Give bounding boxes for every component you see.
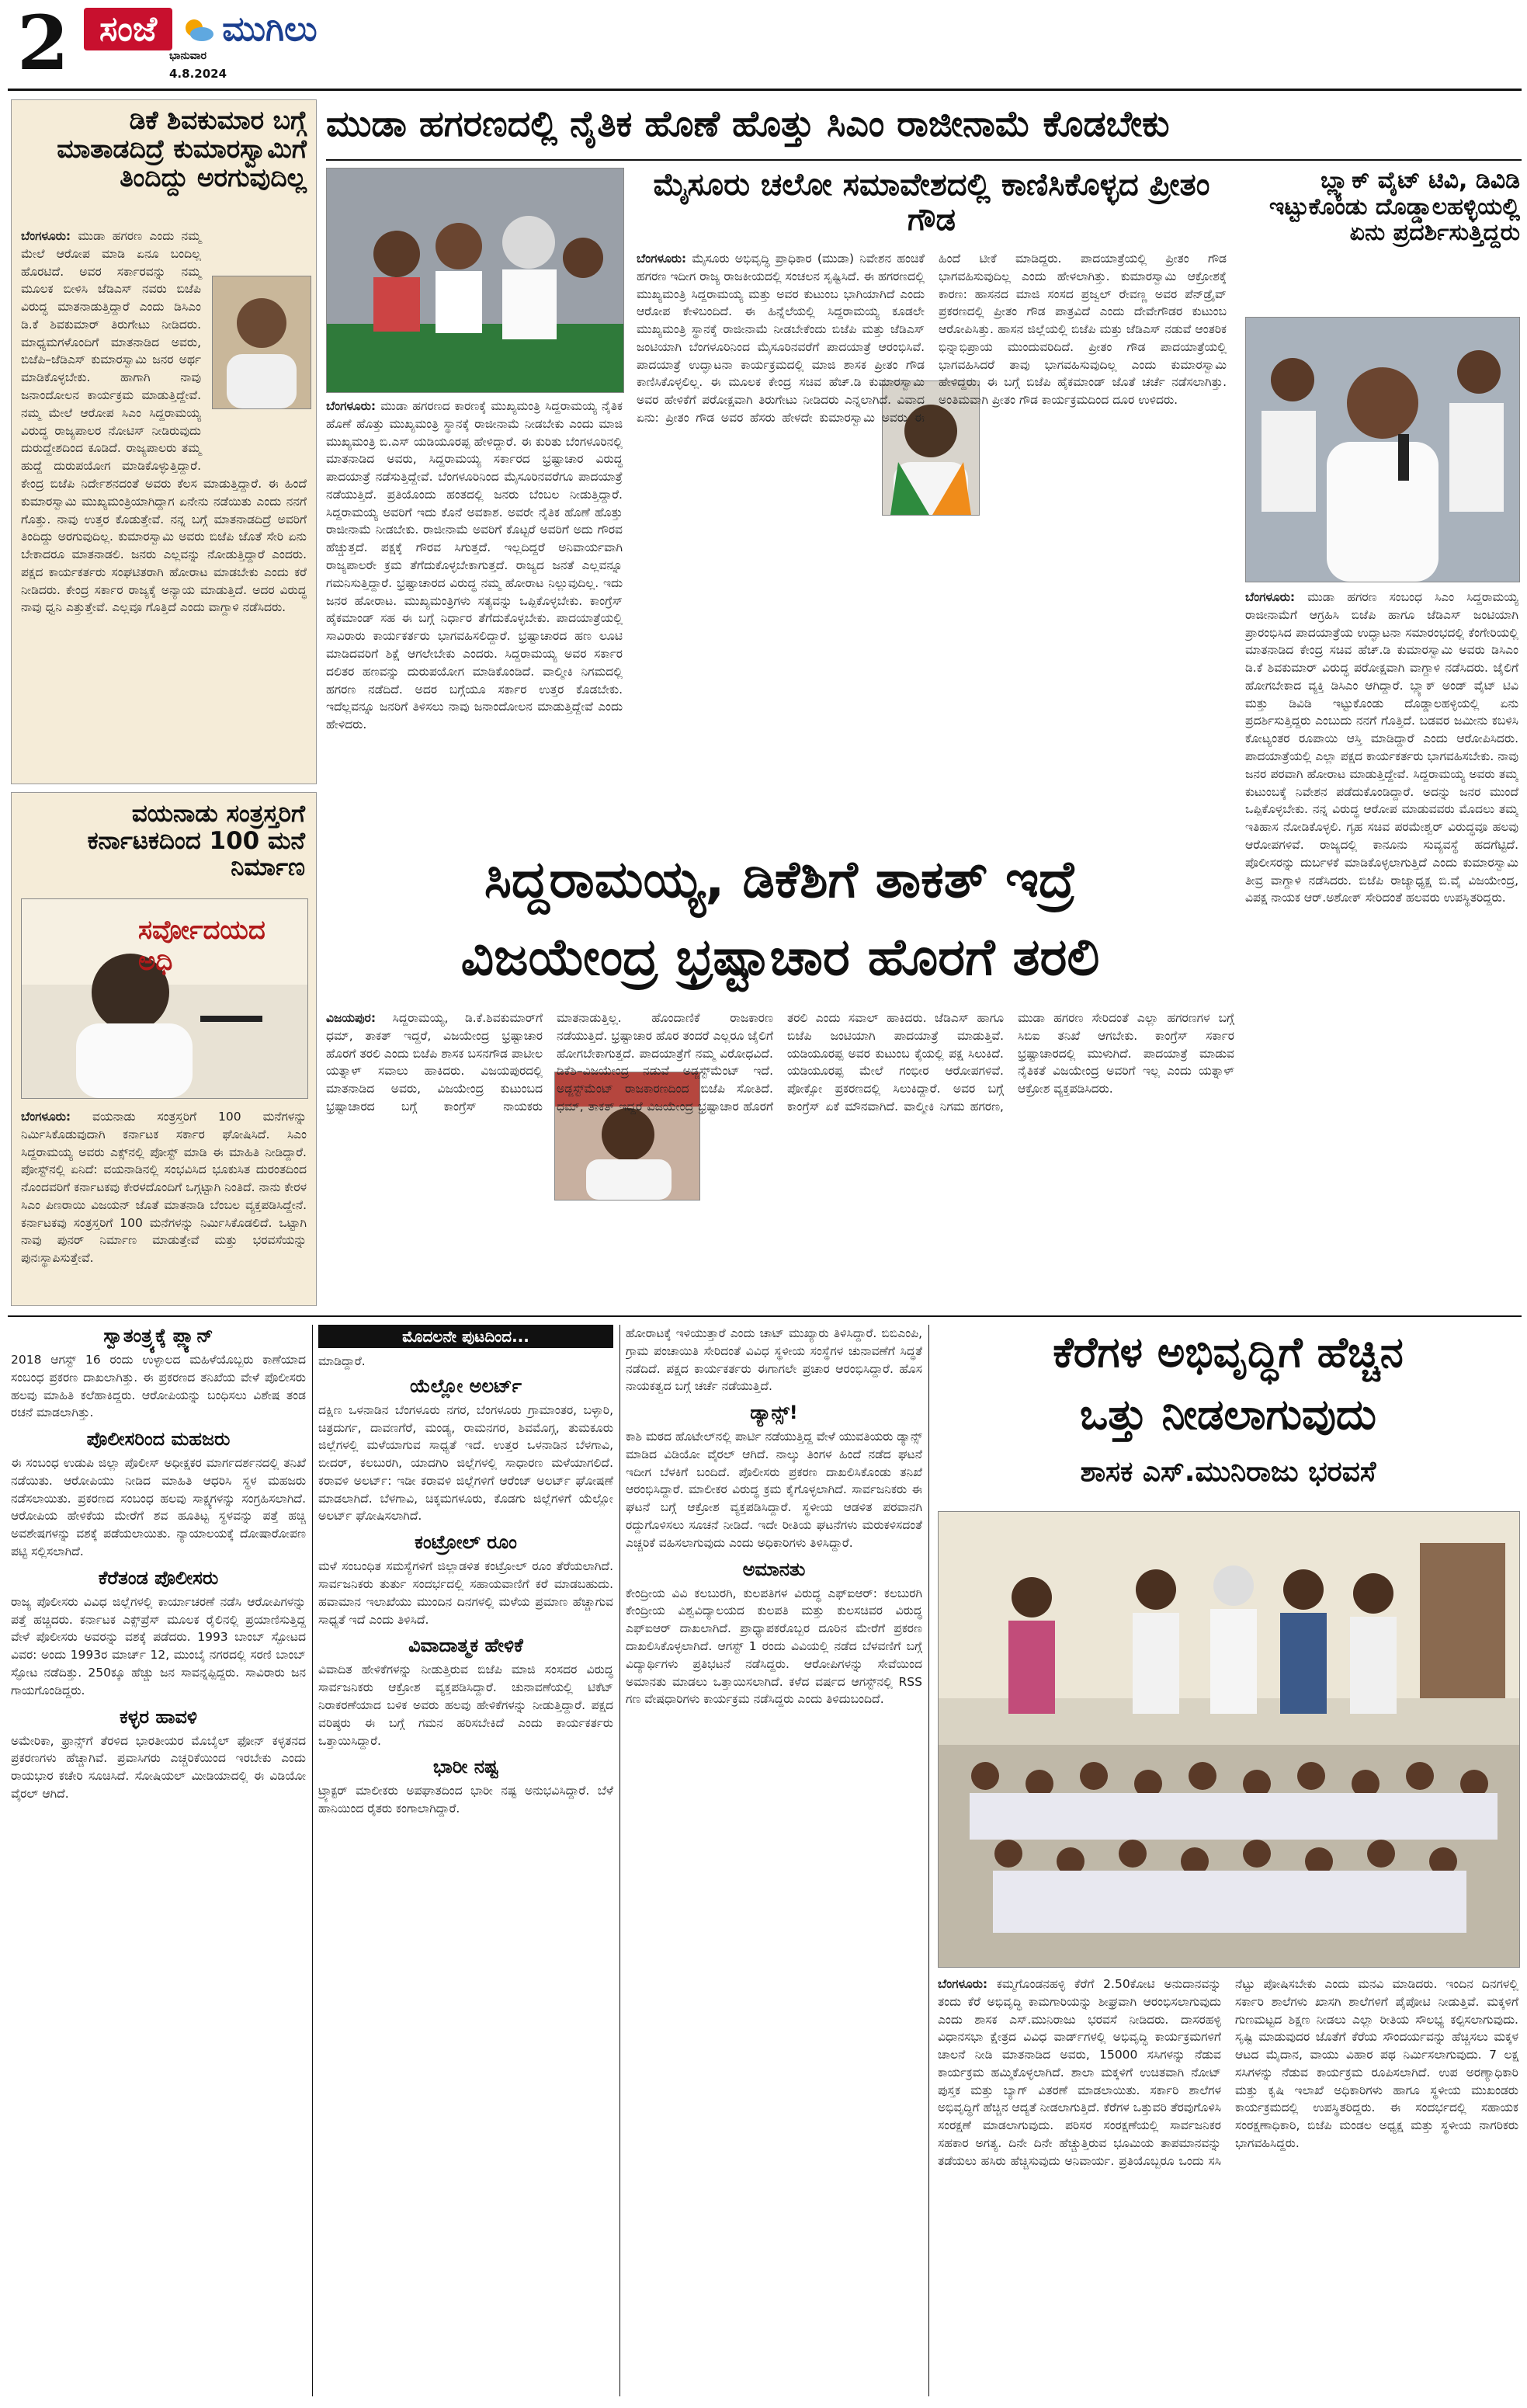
story-lakes-dateline: ಬೆಂಗಳೂರು: (938, 1977, 988, 1991)
story-lakes-headline-line2: ಒತ್ತು ನೀಡಲಾಗುವುದು (1080, 1390, 1376, 1439)
story-swatantra (11, 1325, 306, 2403)
story-lakes-subheadline: ಶಾಸಕ ಎಸ್.ಮುನಿರಾಜು ಭರವಸೆ (1080, 1456, 1376, 1488)
paper-name-part2: ಮುಗಿಲು (222, 9, 318, 49)
lead-headline: ಮುಡಾ ಹಗರಣದಲ್ಲಿ ನೈತಿಕ ಹೊಣೆ ಹೊತ್ತು ಸಿಎಂ ರಾಜೀನಾಮೆ ಕೊಡಬೇಕು (326, 103, 1170, 144)
story-middle-intro: ಮಾಡಿದ್ದಾರೆ. (318, 1354, 366, 1368)
story-swatantra-headline: ಸ್ವಾತಂತ್ರ್ಯಕ್ಕೆ ಪ್ಲ್ಯಾನ್ (103, 1325, 213, 1346)
story-swatantra-body: 2018 ಆಗಸ್ಟ್ 16 ರಂದು ಉಳ್ಳಾಲದ ಮಹಿಳೆಯೊಬ್ಬರು ಕಾಣೆಯಾದ ಸಂಬಂಧ ಪ್ರಕರಣ ದಾಖಲಾಗಿತ್ತು. ಈ ಪ್ರಕರಣದ ತನಿಖೆಯ ವೇಳೆ ಪೊಲೀಸರು ಹಲವು ಮಾಹಿತಿ ಕಲೆಹಾಕಿದ್ದರು. ಆರೋಪಿಯನ್ನು ಬಂಧಿಸಲು ವಿಶೇಷ ತಂಡ ರಚನೆ ಮಾಡಲಾಗಿತ್ತು. (11, 1353, 306, 1420)
story-wayanad-photo (21, 898, 308, 1099)
story-swatantra-sub1: ಪೊಲೀಸರಿಂದ ಮಹಜರು (86, 1428, 231, 1451)
story-dance-intro: ಹೋರಾಟಕ್ಕೆ ಇಳಿಯುತ್ತಾರೆ ಎಂದು ಚಾಟ್ ಮುಖ್ಯಾರು ತಿಳಿಸಿದ್ದಾರೆ. ಬಿಬಿಎಂಪಿ, ಗ್ರಾಮ ಪಂಚಾಯಿತಿ ಸೇರಿದಂತೆ ವಿವಿಧ ಸ್ಥಳೀಯ ಸಂಸ್ಥೆಗಳ ಚುನಾವಣೆಗೆ ಸಿದ್ಧತೆ ನಡೆದಿದೆ. ಪಕ್ಷದ ಕಾರ್ಯಕರ್ತರು ಈಗಾಗಲೇ ಪ್ರಚಾರ ಆರಂಭಿಸಿದ್ದಾರೆ. ಹೊಸ ನಾಯಕತ್ವದ ಬಗ್ಗೆ ಚರ್ಚೆ ನಡೆಯುತ್ತಿದೆ. (626, 1326, 922, 1394)
story-lakes-text: ಕಮ್ಮಗೊಂಡನಹಳ್ಳಿ ಕೆರೆಗೆ 2.50ಕೋಟಿ ಅನುದಾನವನ್ನು ತಂದು ಕೆರೆ ಅಭಿವೃದ್ಧಿ ಕಾಮಗಾರಿಯನ್ನು ಶೀಘ್ರವಾಗಿ ಆರಂಭಿಸಲಾಗುವುದು ಎಂದು ಶಾಸಕ ಎಸ್.ಮುನಿರಾಜು ಭರವಸೆ ನೀಡಿದರು. ದಾಸರಹಳ್ಳಿ ವಿಧಾನಸಭಾ ಕ್ಷೇತ್ರದ ವಿವಿಧ ವಾರ್ಡ್‌ಗಳಲ್ಲಿ ಅಭಿವೃದ್ಧಿ ಕಾರ್ಯಕ್ರಮಗಳಿಗೆ ಚಾಲನೆ ನೀಡಿ ಮಾತನಾಡಿದ ಅವರು, 15000 ಸಸಿಗಳನ್ನು ನೆಡುವ ಕಾರ್ಯಕ್ರಮ ಹಮ್ಮಿಕೊಳ್ಳಲಾಗಿದೆ. ಶಾಲಾ ಮಕ್ಕಳಿಗೆ ಉಚಿತವಾಗಿ ನೋಟ್ ಪುಸ್ತಕ ಮತ್ತು ಬ್ಯಾಗ್ ವಿತರಣೆ ಮಾಡಲಾಯಿತು. ಸರ್ಕಾರಿ ಶಾಲೆಗಳ ಅಭಿವೃದ್ಧಿಗೆ ಹೆಚ್ಚಿನ ಆದ್ಯತೆ ನೀಡಲಾಗುತ್ತಿದೆ. ಕೆರೆಗಳ ಒತ್ತುವರಿ ತೆರವುಗೊಳಿಸಿ ಸಂರಕ್ಷಣೆ ಮಾಡಲಾಗುವುದು. ಪರಿಸರ ಸಂರಕ್ಷಣೆಯಲ್ಲಿ ಸಾರ್ವಜನಿಕರ ಸಹಕಾರ ಅಗತ್ಯ. ದಿನೇ ದಿನೇ ಹೆಚ್ಚುತ್ತಿರುವ ಭೂಮಿಯ ತಾಪಮಾನವನ್ನು ತಡೆಯಲು ಹಸಿರು ಹೆಚ್ಚಿಸುವುದು ಅನಿವಾರ್ಯ. ಪ್ರತಿಯೊಬ್ಬರೂ ಒಂದು ಸಸಿ ನೆಟ್ಟು ಪೋಷಿಸಬೇಕು ಎಂದು ಮನವಿ ಮಾಡಿದರು. ಇಂದಿನ ದಿನಗಳಲ್ಲಿ ಸರ್ಕಾರಿ ಶಾಲೆಗಳು ಖಾಸಗಿ ಶಾಲೆಗಳಿಗೆ ಪೈಪೋಟಿ ನೀಡುತ್ತಿವೆ. ಮಕ್ಕಳಿಗೆ ಗುಣಮಟ್ಟದ ಶಿಕ್ಷಣ ನೀಡಲು ಎಲ್ಲಾ ರೀತಿಯ ಸೌಲಭ್ಯ ಕಲ್ಪಿಸಲಾಗುವುದು. ಸೃಷ್ಟಿ ಮಾಡುವುದರ ಜೊತೆಗೆ ಕೆರೆಯ ಸೌಂದರ್ಯವನ್ನು ಹೆಚ್ಚಿಸಲು ಮಕ್ಕಳ ಆಟದ ಮೈದಾನ, ವಾಯು ವಿಹಾರ ಪಥ ನಿರ್ಮಿಸಲಾಗುವುದು. 7 ಲಕ್ಷ ಸಸಿಗಳನ್ನು ನೆಡುವ ಕಾರ್ಯಕ್ರಮ ರೂಪಿಸಲಾಗಿದೆ. ಉಪ ಅರಣ್ಯಾಧಿಕಾರಿ ಮತ್ತು ಕೃಷಿ ಇಲಾಖೆ ಅಧಿಕಾರಿಗಳು ಹಾಗೂ ಸ್ಥಳೀಯ ಮುಖಂಡರು ಕಾರ್ಯಕ್ರಮದಲ್ಲಿ ಉಪಸ್ಥಿತರಿದ್ದರು. ಈ ಸಂದರ್ಭದಲ್ಲಿ ಸಹಾಯಕ ಸಂರಕ್ಷಣಾಧಿಕಾರಿ, ಬಿಜೆಪಿ ಮಂಡಲ ಅಧ್ಯಕ್ಷ ಮತ್ತು ಸ್ಥಳೀಯ ನಾಗರಿಕರು ಭಾಗವಹಿಸಿದ್ದರು. (938, 1977, 1518, 2168)
story-vijayendra-text: ಸಿದ್ದರಾಮಯ್ಯ, ಡಿ.ಕೆ.ಶಿವಕುಮಾರ್‌ಗೆ ಧಮ್, ತಾಕತ್ ಇದ್ದರೆ, ವಿಜಯೇಂದ್ರ ಭ್ರಷ್ಟಾಚಾರ ಹೊರಗೆ ತರಲಿ ಎಂದು ಬಿಜೆಪಿ ಶಾಸಕ ಬಸನಗೌಡ ಪಾಟೀಲ ಯತ್ನಾಳ್ ಸವಾಲು ಹಾಕಿದರು. ವಿಜಯಪುರದಲ್ಲಿ ಮಾತನಾಡಿದ ಅವರು, ವಿಜಯೇಂದ್ರ ಕುಟುಂಬದ ಭ್ರಷ್ಟಾಚಾರದ ಬಗ್ಗೆ ಕಾಂಗ್ರೆಸ್ ನಾಯಕರು ಮಾತನಾಡುತ್ತಿಲ್ಲ. ಹೊಂದಾಣಿಕೆ ರಾಜಕಾರಣ ನಡೆಯುತ್ತಿದೆ. ಭ್ರಷ್ಟಾಚಾರ ಹೊರ ತಂದರೆ ಎಲ್ಲರೂ ಜೈಲಿಗೆ ಹೋಗಬೇಕಾಗುತ್ತದೆ. ಪಾದಯಾತ್ರೆಗೆ ನಮ್ಮ ವಿರೋಧವಿದೆ. ಡಿಕೆಶಿ–ವಿಜಯೇಂದ್ರ ನಡುವೆ ಅಡ್ಜಸ್ಟ್‌ಮೆಂಟ್ ಇದೆ. ಅಡ್ಜಸ್ಟ್‌ಮೆಂಟ್ ರಾಜಕಾರಣದಿಂದ ಬಿಜೆಪಿ ಸೋತಿದೆ. ಧಮ್, ತಾಕತ್ ಇದ್ದರೆ ವಿಜಯೇಂದ್ರ ಭ್ರಷ್ಟಾಚಾರ ಹೊರಗೆ ತರಲಿ ಎಂದು ಸವಾಲ್ ಹಾಕಿದರು. ಜೆಡಿಎಸ್ ಹಾಗೂ ಬಿಜೆಪಿ ಜಂಟಿಯಾಗಿ ಪಾದಯಾತ್ರೆ ಮಾಡುತ್ತಿವೆ. ಯಡಿಯೂರಪ್ಪ ಅವರ ಕುಟುಂಬ ಕೈಯಲ್ಲಿ ಪಕ್ಷ ಸಿಲುಕಿದೆ. ಯಡಿಯೂರಪ್ಪ ಮೇಲೆ ಗಂಭೀರ ಆರೋಪಗಳಿವೆ. ಪೋಕ್ಸೋ ಪ್ರಕರಣದಲ್ಲಿ ಸಿಲುಕಿದ್ದಾರೆ. ಅವರ ಬಗ್ಗೆ ಕಾಂಗ್ರೆಸ್ ಏಕೆ ಮೌನವಾಗಿದೆ. ವಾಲ್ಮೀಕಿ ನಿಗಮ ಹಗರಣ, ಮುಡಾ ಹಗರಣ ಸೇರಿದಂತೆ ಎಲ್ಲಾ ಹಗರಣಗಳ ಬಗ್ಗೆ ಸಿಬಿಐ ತನಿಖೆ ಆಗಬೇಕು. ಕಾಂಗ್ರೆಸ್ ಸರ್ಕಾರ ಭ್ರಷ್ಟಾಚಾರದಲ್ಲಿ ಮುಳುಗಿದೆ. ಪಾದಯಾತ್ರೆ ಮಾಡುವ ನೈತಿಕತೆ ವಿಜಯೇಂದ್ರ ಅವರಿಗೆ ಇಲ್ಲ ಎಂದು ಯತ್ನಾಳ್ ಆಕ್ರೋಶ ವ್ಯಕ್ತಪಡಿಸಿದರು. (326, 1011, 1234, 1114)
story-wayanad-headline: ವಯನಾಡು ಸಂತ್ರಸ್ತರಿಗೆ ಕರ್ನಾಟಕದಿಂದ 100 ಮನೆ ನಿರ್ಮಾಣ (87, 800, 305, 882)
lead-headline-rule (326, 159, 1522, 161)
masthead (0, 0, 1527, 93)
story-middle-sub4-body: ಟ್ರ್ಯಾಕ್ಟರ್ ಮಾಲೀಕರು ಅಪಘಾತದಿಂದ ಭಾರೀ ನಷ್ಟ ಅನುಭವಿಸಿದ್ದಾರೆ. ಬೆಳೆ ಹಾನಿಯಿಂದ ರೈತರು ಕಂಗಾಲಾಗಿದ್ದಾರೆ. (318, 1784, 613, 1816)
story-dks-headline: ಡಿಕೆ ಶಿವಕುಮಾರ ಬಗ್ಗೆ ಮಾತಾಡದಿದ್ರೆ ಕುಮಾರಸ್ವಾಮಿಗೆ ತಿಂದಿದ್ದು ಅರಗುವುದಿಲ್ಲ (57, 105, 307, 193)
story-swatantra-sub3-body: ಅಮೇರಿಕಾ, ಫ್ರಾನ್ಸ್‌ಗೆ ತೆರಳಿದ ಭಾರತೀಯರ ಮೊಬೈಲ್ ಫೋನ್ ಕಳ್ಳತನದ ಪ್ರಕರಣಗಳು ಹೆಚ್ಚಾಗಿವೆ. ಪ್ರವಾಸಿಗರು ಎಚ್ಚರಿಕೆಯಿಂದ ಇರಬೇಕು ಎಂದು ರಾಯಭಾರ ಕಚೇರಿ ಸೂಚಿಸಿದೆ. ಸೋಷಿಯಲ್ ಮೀಡಿಯಾದಲ್ಲಿ ಈ ವಿಡಿಯೋ ವೈರಲ್ ಆಗಿದೆ. (11, 1733, 306, 1801)
story-vijayendra-headline-line2: ವಿಜಯೇಂದ್ರ ಭ್ರಷ್ಟಾಚಾರ ಹೊರಗೆ ತರಲಿ (460, 927, 1100, 987)
masthead-day: ಭಾನುವಾರ (169, 50, 207, 62)
sun-cloud-icon (180, 16, 214, 43)
story-hdk-text: ಮುಡಾ ಹಗರಣ ಸಂಬಂಧ ಸಿಎಂ ಸಿದ್ದರಾಮಯ್ಯ ರಾಜೀನಾಮೆಗೆ ಆಗ್ರಹಿಸಿ ಬಿಜೆಪಿ ಹಾಗೂ ಜೆಡಿಎಸ್ ಜಂಟಿಯಾಗಿ ಪ್ರಾರಂಭಿಸಿದ ಪಾದಯಾತ್ರೆಯ ಉದ್ಘಾಟನಾ ಸಮಾರಂಭದಲ್ಲಿ ಕೆಂಗೇರಿಯಲ್ಲಿ ಮಾತನಾಡಿದ ಕೇಂದ್ರ ಸಚಿವ ಹೆಚ್.ಡಿ ಕುಮಾರಸ್ವಾಮಿ ಅವರು ಡಿಸಿಎಂ ಡಿ.ಕೆ ಶಿವಕುಮಾರ್ ವಿರುದ್ಧ ಪರೋಕ್ಷವಾಗಿ ವಾಗ್ದಾಳಿ ನಡೆಸಿದರು. ಜೈಲಿಗೆ ಹೋಗಬೇಕಾದ ವ್ಯಕ್ತಿ ಡಿಸಿಎಂ ಆಗಿದ್ದಾರೆ. ಬ್ಲ್ಯಾಕ್ ಅಂಡ್ ವೈಟ್ ಟಿವಿ ಮತ್ತು ಡಿವಿಡಿ ಇಟ್ಟುಕೊಂಡು ದೊಡ್ಡಾಲಹಳ್ಳಿಯಲ್ಲಿ ಏನು ಪ್ರದರ್ಶಿಸುತ್ತಿದ್ದರು ಎಂಬುದು ನನಗೆ ಗೊತ್ತಿದೆ. ಬಡವರ ಜಮೀನು ಕಬಳಿಸಿ ಕೋಟ್ಯಂತರ ರೂಪಾಯಿ ಆಸ್ತಿ ಮಾಡಿದ್ದಾರೆ ಎಂದು ಆರೋಪಿಸಿದರು. ಪಾದಯಾತ್ರೆಯಲ್ಲಿ ಎಲ್ಲಾ ಪಕ್ಷದ ಕಾರ್ಯಕರ್ತರು ಭಾಗವಹಿಸಬೇಕು. ನಾವು ಜನರ ಪರವಾಗಿ ಹೋರಾಟ ಮಾಡುತ್ತಿದ್ದೇವೆ. ಸಿದ್ದರಾಮಯ್ಯ ಅವರು ತಮ್ಮ ಕುಟುಂಬಕ್ಕೆ ನಿವೇಶನ ಪಡೆದುಕೊಂಡಿದ್ದಾರೆ. ಅದನ್ನು ಜನರ ಮುಂದೆ ಒಪ್ಪಿಕೊಳ್ಳಬೇಕು. ನನ್ನ ವಿರುದ್ಧ ಆರೋಪ ಮಾಡುವವರು ಮೊದಲು ತಮ್ಮ ಇತಿಹಾಸ ನೋಡಿಕೊಳ್ಳಲಿ. ಗೃಹ ಸಚಿವ ಪರಮೇಶ್ವರ್ ವಿರುದ್ಧವೂ ಹಲವು ಆರೋಪಗಳಿವೆ. ರಾಜ್ಯದಲ್ಲಿ ಕಾನೂನು ಸುವ್ಯವಸ್ಥೆ ಹದಗೆಟ್ಟಿದೆ. ಪೊಲೀಸರನ್ನು ದುರ್ಬಳಕೆ ಮಾಡಿಕೊಳ್ಳಲಾಗುತ್ತಿದೆ ಎಂದು ಕುಮಾರಸ್ವಾಮಿ ತೀವ್ರ ವಾಗ್ದಾಳಿ ನಡೆಸಿದರು. ಬಿಜೆಪಿ ರಾಜ್ಯಾಧ್ಯಕ್ಷ ಬಿ.ವೈ ವಿಜಯೇಂದ್ರ, ವಿಪಕ್ಷ ನಾಯಕ ಆರ್.ಅಶೋಕ್ ಸೇರಿದಂತೆ ಹಲವರು ಉಪಸ್ಥಿತರಿದ್ದರು. (1245, 590, 1518, 905)
story-middle-sub3: ವಿವಾದಾತ್ಮಕ ಹೇಳಿಕೆ (408, 1635, 523, 1657)
top-rule (8, 89, 1522, 91)
story-middle-sub2-body: ಮಳೆ ಸಂಬಂಧಿತ ಸಮಸ್ಯೆಗಳಿಗೆ ಜಿಲ್ಲಾಡಳಿತ ಕಂಟ್ರೋಲ್ ರೂಂ ತೆರೆಯಲಾಗಿದೆ. ಸಾರ್ವಜನಿಕರು ತುರ್ತು ಸಂದರ್ಭದಲ್ಲಿ ಸಹಾಯವಾಣಿಗೆ ಕರೆ ಮಾಡಬಹುದು. ಹವಾಮಾನ ಇಲಾಖೆಯು ಮುಂದಿನ ದಿನಗಳಲ್ಲಿ ಮಳೆಯ ಪ್ರಮಾಣ ಹೆಚ್ಚಾಗುವ ಸಾಧ್ಯತೆ ಇದೆ ಎಂದು ತಿಳಿಸಿದೆ. (318, 1559, 613, 1627)
story-preetham-dateline: ಬೆಂಗಳೂರು: (637, 252, 687, 266)
story-dks-dateline: ಬೆಂಗಳೂರು: (21, 229, 71, 243)
lead-story-text: ಮುಡಾ ಹಗರಣದ ಕಾರಣಕ್ಕೆ ಮುಖ್ಯಮಂತ್ರಿ ಸಿದ್ದರಾಮಯ್ಯ ನೈತಿಕ ಹೊಣೆ ಹೊತ್ತು ಮುಖ್ಯಮಂತ್ರಿ ಸ್ಥಾನಕ್ಕೆ ರಾಜೀನಾಮೆ ನೀಡಬೇಕು ಎಂದು ಮಾಜಿ ಮುಖ್ಯಮಂತ್ರಿ ಬಿ.ಎಸ್ ಯಡಿಯೂರಪ್ಪ ಹೇಳಿದ್ದಾರೆ. ಈ ಕುರಿತು ಬೆಂಗಳೂರಿನಲ್ಲಿ ಮಾತನಾಡಿದ ಅವರು, ಸಿದ್ದರಾಮಯ್ಯ ಸರ್ಕಾರದ ಭ್ರಷ್ಟಾಚಾರ ವಿರುದ್ಧ ಪಾದಯಾತ್ರೆ ನಡೆಸುತ್ತಿದ್ದೇವೆ. ಬೆಂಗಳೂರಿನಿಂದ ಮೈಸೂರಿನವರೆಗೂ ಪಾದಯಾತ್ರೆ ನಡೆಯುತ್ತಿದೆ. ಪ್ರತಿಯೊಂದು ಹಂತದಲ್ಲಿ ಜನರು ಬೆಂಬಲ ನೀಡುತ್ತಿದ್ದಾರೆ. ಸಿದ್ದರಾಮಯ್ಯ ಅವರಿಗೆ ಇದು ಕೊನೆ ಅವಕಾಶ. ಅವರೇ ನೈತಿಕ ಹೊಣೆ ಹೊತ್ತು ರಾಜೀನಾಮೆ ನೀಡಬೇಕು. ರಾಜೀನಾಮೆ ಅವರಿಗೆ ಕೊಟ್ಟರೆ ಅವರಿಗೆ ಅದು ಗೌರವ ಹೆಚ್ಚುತ್ತದೆ. ಪಕ್ಷಕ್ಕೆ ಗೌರವ ಸಿಗುತ್ತದೆ. ಇಲ್ಲದಿದ್ದರೆ ಅನಿವಾರ್ಯವಾಗಿ ರಾಜ್ಯಪಾಲರೇ ಕ್ರಮ ತೆಗೆದುಕೊಳ್ಳಬೇಕಾಗುತ್ತದೆ. ರಾಜ್ಯದ ಜನತೆ ಎಲ್ಲವನ್ನೂ ಗಮನಿಸುತ್ತಿದ್ದಾರೆ. ಭ್ರಷ್ಟಾಚಾರದ ವಿರುದ್ಧ ನಮ್ಮ ಹೋರಾಟ ನಿಲ್ಲುವುದಿಲ್ಲ. ಇದು ಜನರ ಹೋರಾಟ. ಮುಖ್ಯಮಂತ್ರಿಗಳು ಸತ್ಯವನ್ನು ಒಪ್ಪಿಕೊಳ್ಳಬೇಕು. ಕಾಂಗ್ರೆಸ್ ಹೈಕಮಾಂಡ್ ಸಹ ಈ ಬಗ್ಗೆ ನಿರ್ಧಾರ ತೆಗೆದುಕೊಳ್ಳಬೇಕು. ಪಾದಯಾತ್ರೆಯಲ್ಲಿ ಸಾವಿರಾರು ಕಾರ್ಯಕರ್ತರು ಭಾಗವಹಿಸಲಿದ್ದಾರೆ. ಭ್ರಷ್ಟಾಚಾರದ ಹಣ ಲೂಟಿ ಮಾಡಿದವರಿಗೆ ಶಿಕ್ಷೆ ಆಗಲೇಬೇಕು ಎಂದರು. ಸಿದ್ದರಾಮಯ್ಯ ಅವರ ಸರ್ಕಾರ ದಲಿತರ ಹಣವನ್ನು ದುರುಪಯೋಗ ಮಾಡಿಕೊಂಡಿದೆ. ವಾಲ್ಮೀಕಿ ನಿಗಮದಲ್ಲಿ ಹಗರಣ ನಡೆದಿದೆ. ಅದರ ಬಗ್ಗೆಯೂ ಸರ್ಕಾರ ಉತ್ತರ ಕೊಡಬೇಕು. ಇದೆಲ್ಲವನ್ನೂ ಜನರಿಗೆ ತಿಳಿಸಲು ನಾವು ಜನಾಂದೋಲನ ಮಾಡುತ್ತಿದ್ದೇವೆ ಎಂದು ಹೇಳಿದರು. (326, 399, 623, 732)
story-swatantra-sub3: ಕಳ್ಳರ ಹಾವಳಿ (120, 1705, 197, 1728)
story-middle-sub2: ಕಂಟ್ರೋಲ್ ರೂಂ (415, 1531, 517, 1554)
story-dance (626, 1325, 922, 2403)
story-preetham-body (637, 250, 1227, 840)
story-middle-label: ಮೊದಲನೇ ಪುಟದಿಂದ... (318, 1325, 613, 1348)
story-middle-sub4: ಭಾರೀ ನಷ್ಟ (432, 1756, 499, 1778)
mid-page-rule (8, 1315, 1522, 1317)
col-rule-2 (619, 1325, 620, 2396)
story-swatantra-sub2: ಕೆರೆತಂಡ ಪೊಲೀಸರು (98, 1566, 219, 1589)
story-dks (11, 99, 317, 784)
story-wayanad-body (21, 1108, 307, 1298)
paper-name-part1: ಸಂಜೆ (84, 8, 172, 50)
story-dance-sub2: ಅಮಾನತು (742, 1558, 806, 1580)
story-preetham-text: ಮೈಸೂರು ಅಭಿವೃದ್ಧಿ ಪ್ರಾಧಿಕಾರ (ಮುಡಾ) ನಿವೇಶನ ಹಂಚಿಕೆ ಹಗರಣ ಇದೀಗ ರಾಜ್ಯ ರಾಜಕೀಯದಲ್ಲಿ ಸಂಚಲನ ಸೃಷ್ಟಿಸಿದೆ. ಈ ಹಗರಣದಲ್ಲಿ ಮುಖ್ಯಮಂತ್ರಿ ಸಿದ್ದರಾಮಯ್ಯ ಮತ್ತು ಅವರ ಕುಟುಂಬ ಭಾಗಿಯಾಗಿದೆ ಎಂದು ಆರೋಪ ಕೇಳಿಬಂದಿದೆ. ಈ ಹಿನ್ನೆಲೆಯಲ್ಲಿ ಸಿದ್ದರಾಮಯ್ಯ ಕೂಡಲೇ ಮುಖ್ಯಮಂತ್ರಿ ಸ್ಥಾನಕ್ಕೆ ರಾಜೀನಾಮೆ ನೀಡಬೇಕೆಂದು ಬಿಜೆಪಿ ಮತ್ತು ಜೆಡಿಎಸ್ ಜಂಟಿಯಾಗಿ ಬೆಂಗಳೂರಿನಿಂದ ಮೈಸೂರಿನವರೆಗೆ ಪಾದಯಾತ್ರೆ ಆರಂಭಿಸಿವೆ. ಪಾದಯಾತ್ರೆ ಉದ್ಘಾಟನಾ ಕಾರ್ಯಕ್ರಮದಲ್ಲಿ ಮಾಜಿ ಶಾಸಕ ಪ್ರೀತಂ ಗೌಡ ಕಾಣಿಸಿಕೊಳ್ಳಲಿಲ್ಲ. ಈ ಮೂಲಕ ಕೇಂದ್ರ ಸಚಿವ ಹೆಚ್.ಡಿ ಕುಮಾರಸ್ವಾಮಿ ಅವರ ಹೇಳಿಕೆಗೆ ಪರೋಕ್ಷವಾಗಿ ತಿರುಗೇಟು ನೀಡಿದರು ಎನ್ನಲಾಗಿದೆ. ವಿವಾದ ಏನು: ಪ್ರೀತಂ ಗೌಡ ಅವರ ಹೆಸರು ಹೇಳದೇ ಕುಮಾರಸ್ವಾಮಿ ಅವರು ಈ ಹಿಂದೆ ಟೀಕೆ ಮಾಡಿದ್ದರು. ಪಾದಯಾತ್ರೆಯಲ್ಲಿ ಪ್ರೀತಂ ಗೌಡ ಭಾಗವಹಿಸುವುದಿಲ್ಲ ಎಂದು ಹೇಳಲಾಗಿತ್ತು. ಕುಮಾರಸ್ವಾಮಿ ಆಕ್ರೋಶಕ್ಕೆ ಕಾರಣ: ಹಾಸನದ ಮಾಜಿ ಸಂಸದ ಪ್ರಜ್ವಲ್ ರೇವಣ್ಣ ಅವರ ಪೆನ್‌ಡ್ರೈವ್ ಪ್ರಕರಣದಲ್ಲಿ ಪ್ರೀತಂ ಗೌಡ ಪಾತ್ರವಿದೆ ಎಂದು ದೇವೇಗೌಡರ ಕುಟುಂಬ ಆರೋಪಿಸಿತ್ತು. ಹಾಸನ ಜಿಲ್ಲೆಯಲ್ಲಿ ಬಿಜೆಪಿ ಮತ್ತು ಜೆಡಿಎಸ್ ನಡುವೆ ಆಂತರಿಕ ಭಿನ್ನಾಭಿಪ್ರಾಯ ಮುಂದುವರಿದಿದೆ. ಪ್ರೀತಂ ಗೌಡ ಪಾದಯಾತ್ರೆಯಲ್ಲಿ ಭಾಗವಹಿಸಿದರೆ ತಾವು ಭಾಗವಹಿಸುವುದಿಲ್ಲ ಎಂದು ಕುಮಾರಸ್ವಾಮಿ ಹೇಳಿದ್ದರು. ಈ ಬಗ್ಗೆ ಬಿಜೆಪಿ ಹೈಕಮಾಂಡ್ ಜೊತೆ ಚರ್ಚೆ ನಡೆಸಲಾಗಿತ್ತು. ಅಂತಿಮವಾಗಿ ಪ್ರೀತಂ ಗೌಡ ಕಾರ್ಯಕ್ರಮದಿಂದ ದೂರ ಉಳಿದರು. (637, 252, 1227, 426)
story-dks-body (21, 228, 307, 776)
story-lakes-photo (938, 1511, 1520, 1968)
masthead-date: 4.8.2024 (169, 67, 227, 81)
story-dks-text: ಮುಡಾ ಹಗರಣ ಎಂದು ನಮ್ಮ ಮೇಲೆ ಆರೋಪ ಮಾಡಿ ಏನೂ ಬಂದಿಲ್ಲ ಹೊರಟಿದೆ. ಅವರ ಸರ್ಕಾರವನ್ನು ನಮ್ಮ ಮೂಲಕ ಬೀಳಿಸಿ ಜೆಡಿಎಸ್ ನವರು ಬಿಜೆಪಿ ವಿರುದ್ಧ ಮಾತನಾಡುತ್ತಿದ್ದಾರೆ ಎಂದು ಡಿಸಿಎಂ ಡಿ.ಕೆ ಶಿವಕುಮಾರ್ ತಿರುಗೇಟು ನೀಡಿದರು. ಮಾಧ್ಯಮಗಳೊಂದಿಗೆ ಮಾತನಾಡಿದ ಅವರು, ಬಿಜೆಪಿ–ಜೆಡಿಎಸ್ ಕುಮಾರಸ್ವಾಮಿ ಜನರ ಅರ್ಥ ಮಾಡಿಕೊಳ್ಳಬೇಕು. ಹಾಗಾಗಿ ನಾವು ಜನಾಂದೋಲನ ಕಾರ್ಯಕ್ರಮ ಮಾಡುತ್ತಿದ್ದೇವೆ. ನಮ್ಮ ಮೇಲೆ ಆರೋಪ ಸಿಎಂ ಸಿದ್ದರಾಮಯ್ಯ ವಿರುದ್ಧ ರಾಜ್ಯಪಾಲರ ನೋಟಿಸ್ ನೀಡಿರುವುದು ದುರುದ್ದೇಶದಿಂದ ಕೂಡಿದೆ. ರಾಜ್ಯಪಾಲರು ತಮ್ಮ ಹುದ್ದೆ ದುರುಪಯೋಗ ಮಾಡಿಕೊಳ್ಳುತ್ತಿದ್ದಾರೆ. ಕೇಂದ್ರ ಬಿಜೆಪಿ ನಿರ್ದೇಶನದಂತೆ ಅವರು ಕೆಲಸ ಮಾಡುತ್ತಿದ್ದಾರೆ. ಈ ಹಿಂದೆ ಕುಮಾರಸ್ವಾಮಿ ಮುಖ್ಯಮಂತ್ರಿಯಾಗಿದ್ದಾಗ ಏನೇನು ನಡೆಯಿತು ಎಂದು ನನಗೆ ಗೊತ್ತು. ನಾವು ಉತ್ತರ ಕೊಡುತ್ತೇವೆ. ನನ್ನ ಬಗ್ಗೆ ಮಾತನಾಡದಿದ್ರೆ ಅವರಿಗೆ ತಿಂದಿದ್ದು ಅರಗುವುದಿಲ್ಲ. ಕುಮಾರಸ್ವಾಮಿ ಅವರು ಬಿಜೆಪಿ ಜೊತೆ ಸೇರಿ ಏನು ಬೇಕಾದರೂ ಮಾತನಾಡಲಿ. ಜನರು ಎಲ್ಲವನ್ನು ನೋಡುತ್ತಿದ್ದಾರೆ ಎಂದರು. ಪಕ್ಷದ ಕಾರ್ಯಕರ್ತರು ಸಂಘಟಿತರಾಗಿ ಹೋರಾಟ ಮಾಡಬೇಕು ಎಂದು ಕರೆ ನೀಡಿದರು. ಕೇಂದ್ರ ಸರ್ಕಾರ ರಾಜ್ಯಕ್ಕೆ ಅನ್ಯಾಯ ಮಾಡುತ್ತಿದೆ. ಅದರ ವಿರುದ್ಧ ನಾವು ಧ್ವನಿ ಎತ್ತುತ್ತೇವೆ. ಎಲ್ಲವೂ ಗೊತ್ತಿದೆ ಎಂದು ವಾಗ್ದಾಳಿ ನಡೆಸಿದರು. (21, 229, 307, 615)
story-vijayendra-body (326, 1009, 1234, 1298)
story-dance-sub1-body: ಕಾಶಿ ಮಠದ ಹೊಟೇಲ್‌ನಲ್ಲಿ ಪಾರ್ಟಿ ನಡೆಯುತ್ತಿದ್ದ ವೇಳೆ ಯುವತಿಯರು ಡ್ಯಾನ್ಸ್ ಮಾಡಿದ ವಿಡಿಯೋ ವೈರಲ್ ಆಗಿದೆ. ನಾಲ್ಕು ತಿಂಗಳ ಹಿಂದೆ ನಡೆದ ಘಟನೆ ಇದೀಗ ಬೆಳಕಿಗೆ ಬಂದಿದೆ. ಪೊಲೀಸರು ಪ್ರಕರಣ ದಾಖಲಿಸಿಕೊಂಡು ತನಿಖೆ ಆರಂಭಿಸಿದ್ದಾರೆ. ಮಾಲೀಕರ ವಿರುದ್ಧ ಕ್ರಮ ಕೈಗೊಳ್ಳಲಾಗಿದೆ. ಸಾರ್ವಜನಿಕರು ಈ ಘಟನೆ ಬಗ್ಗೆ ಆಕ್ರೋಶ ವ್ಯಕ್ತಪಡಿಸಿದ್ದಾರೆ. ಸ್ಥಳೀಯ ಆಡಳಿತ ಪರವಾನಗಿ ರದ್ದುಗೊಳಿಸಲು ಸೂಚನೆ ನೀಡಿದೆ. ಇದೇ ರೀತಿಯ ಘಟನೆಗಳು ಮರುಕಳಿಸದಂತೆ ಎಚ್ಚರಿಕೆ ವಹಿಸಲಾಗುವುದು ಎಂದು ಅಧಿಕಾರಿಗಳು ತಿಳಿಸಿದ್ದಾರೆ. (626, 1430, 922, 1550)
story-middle-sub1: ಯೆಲ್ಲೋ ಅಲರ್ಟ್ (410, 1374, 522, 1397)
story-hdk-headline: ಬ್ಲ್ಯಾಕ್ ವೈಟ್ ಟಿವಿ, ಡಿವಿಡಿ ಇಟ್ಟುಕೊಂಡು ದೊಡ್ಡಾಲಹಳ್ಳಿಯಲ್ಲಿ ಏನು ಪ್ರದರ್ಶಿಸುತ್ತಿದ್ದರು (1268, 167, 1520, 247)
col-rule-3 (928, 1325, 929, 2396)
story-swatantra-sub1-body: ಈ ಸಂಬಂಧ ಉಡುಪಿ ಜಿಲ್ಲಾ ಪೊಲೀಸ್ ಅಧೀಕ್ಷಕರ ಮಾರ್ಗದರ್ಶನದಲ್ಲಿ ತನಿಖೆ ನಡೆಯಿತು. ಆರೋಪಿಯು ನೀಡಿದ ಮಾಹಿತಿ ಆಧರಿಸಿ ಸ್ಥಳ ಮಹಜರು ನಡೆಸಲಾಯಿತು. ಪ್ರಕರಣದ ಸಂಬಂಧ ಹಲವು ಸಾಕ್ಷ್ಯಗಳನ್ನು ಸಂಗ್ರಹಿಸಲಾಗಿದೆ. ಆರೋಪಿಯ ಹೇಳಿಕೆಯ ಮೇರೆಗೆ ಶವ ಹೂತಿಟ್ಟ ಸ್ಥಳವನ್ನು ಪತ್ತೆ ಹಚ್ಚಿ ಅವಶೇಷಗಳನ್ನು ವಶಕ್ಕೆ ಪಡೆಯಲಾಯಿತು. ನ್ಯಾಯಾಲಯಕ್ಕೆ ದೋಷಾರೋಪಣ ಪಟ್ಟಿ ಸಲ್ಲಿಸಲಾಗಿದೆ. (11, 1456, 306, 1559)
story-wayanad-text: ವಯನಾಡು ಸಂತ್ರಸ್ತರಿಗೆ 100 ಮನೆಗಳನ್ನು ನಿರ್ಮಿಸಿಕೊಡುವುದಾಗಿ ಕರ್ನಾಟಕ ಸರ್ಕಾರ ಘೋಷಿಸಿದೆ. ಸಿಎಂ ಸಿದ್ದರಾಮಯ್ಯ ಅವರು ಎಕ್ಸ್‌ನಲ್ಲಿ ಪೋಸ್ಟ್ ಮಾಡಿ ಈ ಮಾಹಿತಿ ನೀಡಿದ್ದಾರೆ. ಪೋಸ್ಟ್‌ನಲ್ಲಿ ಏನಿದೆ: ವಯನಾಡಿನಲ್ಲಿ ಸಂಭವಿಸಿದ ಭೂಕುಸಿತ ದುರಂತದಿಂದ ನೊಂದವರಿಗೆ ಕರ್ನಾಟಕವು ಕೇರಳದೊಂದಿಗೆ ಒಗ್ಗಟ್ಟಾಗಿ ನಿಂತಿದೆ. ನಾನು ಕೇರಳ ಸಿಎಂ ಪಿಣರಾಯಿ ವಿಜಯನ್ ಜೊತೆ ಮಾತನಾಡಿ ಬೆಂಬಲ ವ್ಯಕ್ತಪಡಿಸಿದ್ದೇನೆ. ಕರ್ನಾಟಕವು ಸಂತ್ರಸ್ತರಿಗೆ 100 ಮನೆಗಳನ್ನು ನಿರ್ಮಿಸಿಕೊಡಲಿದೆ. ಒಟ್ಟಾಗಿ ನಾವು ಪುನರ್ ನಿರ್ಮಾಣ ಮಾಡುತ್ತೇವೆ ಮತ್ತು ಭರವಸೆಯನ್ನು ಪುನಃಸ್ಥಾಪಿಸುತ್ತೇವೆ. (21, 1110, 307, 1266)
story-hdk-dateline: ಬೆಂಗಳೂರು: (1245, 590, 1296, 604)
story-dance-sub2-body: ಕೇಂದ್ರೀಯ ವಿವಿ ಕಲಬುರಗಿ, ಕುಲಪತಿಗಳ ವಿರುದ್ಧ ಎಫ್ಐಆರ್: ಕಲಬುರಗಿ ಕೇಂದ್ರೀಯ ವಿಶ್ವವಿದ್ಯಾಲಯದ ಕುಲಪತಿ ಮತ್ತು ಕುಲಸಚಿವರ ವಿರುದ್ಧ ಎಫ್ಐಆರ್ ದಾಖಲಾಗಿದೆ. ಪ್ರಾಧ್ಯಾಪಕರೊಬ್ಬರ ದೂರಿನ ಮೇರೆಗೆ ಪ್ರಕರಣ ದಾಖಲಿಸಿಕೊಳ್ಳಲಾಗಿದೆ. ಆಗಸ್ಟ್ 1 ರಂದು ವಿವಿಯಲ್ಲಿ ನಡೆದ ಬೆಳವಣಿಗೆ ಬಗ್ಗೆ ವಿದ್ಯಾರ್ಥಿಗಳು ಪ್ರತಿಭಟನೆ ನಡೆಸಿದ್ದರು. ಆರೋಪಿಗಳನ್ನು ಸೇವೆಯಿಂದ ಅಮಾನತು ಮಾಡಲು ಒತ್ತಾಯಿಸಲಾಗಿದೆ. ಕಳೆದ ವರ್ಷದ ಆಗಸ್ಟ್‌ನಲ್ಲಿ RSS ಗಣ ವೇಷಧಾರಿಗಳು ಕಾರ್ಯಕ್ರಮ ನಡೆಸಿದ್ದರು ಎಂದು ತಿಳಿದುಬಂದಿದೆ. (626, 1586, 922, 1707)
col-rule-1 (312, 1325, 313, 2396)
story-wayanad (11, 792, 317, 1306)
story-vijayendra-headline-line1: ಸಿದ್ದರಾಮಯ್ಯ, ಡಿಕೆಶಿಗೆ ತಾಕತ್ ಇದ್ರೆ (484, 850, 1077, 909)
story-middle-sub1-body: ದಕ್ಷಿಣ ಒಳನಾಡಿನ ಬೆಂಗಳೂರು ನಗರ, ಬೆಂಗಳೂರು ಗ್ರಾಮಾಂತರ, ಬಳ್ಳಾರಿ, ಚಿತ್ರದುರ್ಗ, ದಾವಣಗೆರೆ, ಮಂಡ್ಯ, ರಾಮನಗರ, ಶಿವಮೊಗ್ಗ, ತುಮಕೂರು ಜಿಲ್ಲೆಗಳಲ್ಲಿ ಮಳೆಯಾಗುವ ಸಾಧ್ಯತೆ ಇದೆ. ಉತ್ತರ ಒಳನಾಡಿನ ಬೆಳಗಾವಿ, ಬೀದರ್, ಕಲಬುರಗಿ, ಯಾದಗಿರಿ ಜಿಲ್ಲೆಗಳಲ್ಲಿ ಸಾಧಾರಣ ಮಳೆಯಾಗಲಿದೆ. ಕರಾವಳಿ ಅಲರ್ಟ್: ಇಡೀ ಕರಾವಳಿ ಜಿಲ್ಲೆಗಳಿಗೆ ಆರೆಂಜ್ ಅಲರ್ಟ್ ಘೋಷಣೆ ಮಾಡಲಾಗಿದೆ. ಬೆಳಗಾವಿ, ಚಿಕ್ಕಮಗಳೂರು, ಕೊಡಗು ಜಿಲ್ಲೆಗಳಿಗೆ ಯೆಲ್ಲೋ ಅಲರ್ಟ್ ಘೋಷಿಸಲಾಗಿದೆ. (318, 1402, 613, 1524)
story-preetham-headline: ಮೈಸೂರು ಚಲೋ ಸಮಾವೇಶದಲ್ಲಿ ಕಾಣಿಸಿಕೊಳ್ಳದ ಪ್ರೀತಂ ಗೌಡ (653, 167, 1210, 238)
story-dance-sub1: ಡ್ಯಾನ್ಸ್! (750, 1402, 798, 1424)
story-wayanad-banner-text: ಸರ್ವೋದಯದ ಅಧಿ (138, 915, 265, 977)
story-hdk-body (1245, 589, 1518, 1334)
story-lakes-headline-line1: ಕೆರೆಗಳ ಅಭಿವೃದ್ಧಿಗೆ ಹೆಚ್ಚಿನ (1053, 1328, 1404, 1377)
story-wayanad-dateline: ಬೆಂಗಳೂರು: (21, 1110, 71, 1124)
story-hdk-photo (1245, 317, 1520, 582)
lead-story-dateline: ಬೆಂಗಳೂರು: (326, 399, 377, 413)
story-vijayendra-dateline: ವಿಜಯಪುರ: (326, 1011, 377, 1025)
story-middle-sub3-body: ವಿವಾದಿತ ಹೇಳಿಕೆಗಳನ್ನು ನೀಡುತ್ತಿರುವ ಬಿಜೆಪಿ ಮಾಜಿ ಸಂಸದರ ವಿರುದ್ಧ ಸಾರ್ವಜನಿಕರು ಆಕ್ರೋಶ ವ್ಯಕ್ತಪಡಿಸಿದ್ದಾರೆ. ಚುನಾವಣೆಯಲ್ಲಿ ಟಿಕೆಟ್ ನಿರಾಕರಣೆಯಾದ ಬಳಿಕ ಅವರು ಹಲವು ಹೇಳಿಕೆಗಳನ್ನು ನೀಡುತ್ತಿದ್ದಾರೆ. ಪಕ್ಷದ ವರಿಷ್ಠರು ಈ ಬಗ್ಗೆ ಗಮನ ಹರಿಸಬೇಕಿದೆ ಎಂದು ಕಾರ್ಯಕರ್ತರು ಒತ್ತಾಯಿಸಿದ್ದಾರೆ. (318, 1663, 613, 1748)
lead-story-body (326, 398, 623, 839)
page-number: 2 (17, 0, 69, 87)
story-middle (318, 1325, 613, 2403)
story-lakes-body (938, 1975, 1518, 2401)
story-swatantra-sub2-body: ರಾಜ್ಯ ಪೊಲೀಸರು ವಿವಿಧ ಜಿಲ್ಲೆಗಳಲ್ಲಿ ಕಾರ್ಯಾಚರಣೆ ನಡೆಸಿ ಆರೋಪಿಗಳನ್ನು ಪತ್ತೆ ಹಚ್ಚಿದರು. ಕರ್ನಾಟಕ ಎಕ್ಸ್‌ಪ್ರೆಸ್ ಮೂಲಕ ರೈಲಿನಲ್ಲಿ ಪ್ರಯಾಣಿಸುತ್ತಿದ್ದ ವೇಳೆ ಪೊಲೀಸರು ಅವರನ್ನು ವಶಕ್ಕೆ ಪಡೆದರು. 1993 ಬಾಂಬ್ ಸ್ಫೋಟದ ವಿವರ: ಅಂದು 1993ರ ಮಾರ್ಚ್ 12, ಮುಂಬೈ ನಗರದಲ್ಲಿ ಸರಣಿ ಬಾಂಬ್ ಸ್ಫೋಟ ನಡೆದಿತ್ತು. 250ಕ್ಕೂ ಹೆಚ್ಚು ಜನ ಸಾವನ್ನಪ್ಪಿದ್ದರು. ಸಾವಿರಾರು ಜನ ಗಾಯಗೊಂಡಿದ್ದರು. (11, 1594, 306, 1697)
lead-story-photo (326, 168, 624, 393)
masthead-logo (84, 8, 318, 50)
